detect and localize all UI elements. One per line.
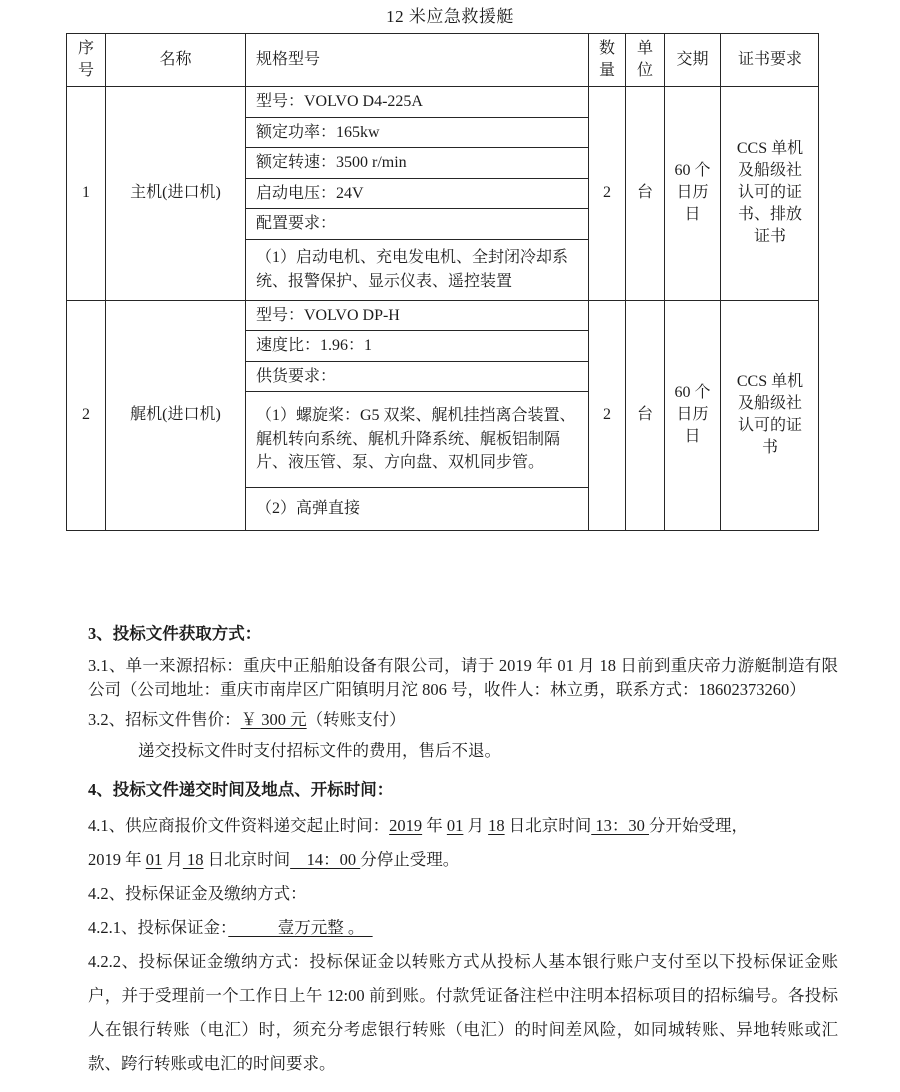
text-run: 分停止受理。 — [360, 849, 460, 869]
text-run: 4.2.1、投标保证金： — [88, 917, 229, 937]
document-page — [0, 6, 900, 1092]
cert-cell: CCS 单机及船级社认可的证书 — [736, 373, 804, 457]
spec-sub-row: 额定转速：3500 r/min — [246, 148, 588, 179]
unit-cell: 台 — [626, 301, 665, 531]
header-cell-name: 名称 — [106, 34, 246, 86]
spec-table — [66, 33, 819, 531]
delivery-cell: 60 个日历日 — [665, 301, 721, 531]
text-run: 递交投标文件时支付招标文件的费用，售后不退。 — [138, 740, 501, 760]
item-name-cell: 主机(进口机) — [106, 87, 246, 300]
text-run: 年 — [422, 815, 447, 835]
header-cell-no: 序号 — [67, 34, 106, 86]
table-row — [67, 300, 818, 531]
page-title: 12 米应急救援艇 — [386, 7, 514, 26]
text-run: 4.2、投标保证金及缴纳方式： — [88, 883, 307, 903]
text-run: 3.1、单一来源招标：重庆中正船舶设备有限公司，请于 2019 年 01 月 18 日前到重庆帝力游艇制造有限公司（公司地址：重庆市南岸区广阳镇明月沱 806 号，收件人：林立勇，联系方式：18602373260） — [88, 656, 838, 699]
spec-sub-row: 启动电压：24V — [246, 179, 588, 210]
para-4-2-1 — [88, 911, 838, 945]
text-run: 月 — [162, 849, 183, 869]
underlined-text: ￥ 300 元 — [240, 710, 307, 729]
item-name-cell: 艉机(进口机) — [106, 301, 246, 531]
para-4-2 — [88, 877, 838, 911]
text-run: 4.1、供应商报价文件资料递交起止时间： — [88, 815, 390, 835]
cert-cell: CCS 单机及船级社认可的证书、排放证书 — [736, 140, 804, 246]
header-cell-spec: 规格型号 — [246, 34, 589, 86]
qty-cell: 2 — [589, 301, 626, 531]
para-3-2 — [88, 708, 838, 732]
para-4-2-2 — [88, 945, 838, 1081]
text-run: 分开始受理， — [649, 815, 748, 835]
para-4-1 — [88, 809, 838, 877]
text-run: 4.2.2、投标保证金缴纳方式：投标保证金以转账方式从投标人基本银行账户支付至以下投标保证金账户，并于受理前一个工作日上午 12:00 前到账。付款凭证备注栏中注明本招标项目的招标编号。各投标人在银行转账（电汇）时，须充分考虑银行转账（电汇）的时间差风险，如同城转账、异地转账或汇款、跨行转账或电汇的时间要求。 — [88, 951, 838, 1073]
spec-sub-row: 速度比：1.96：1 — [246, 331, 588, 362]
header-cell-delivery: 交期 — [665, 34, 721, 86]
para-3-1 — [88, 654, 838, 701]
underlined-text: 13：30 — [591, 815, 649, 835]
qty-cell: 2 — [589, 87, 626, 300]
underlined-text: 14：00 — [290, 849, 361, 869]
text-run: 4、投标文件递交时间及地点、开标时间： — [88, 779, 394, 799]
text-run: 月 — [463, 815, 489, 835]
spec-sub-row: （2）高弹直接 — [256, 500, 361, 518]
header-cell-cert: 证书要求 — [737, 51, 802, 68]
spec-list-cell — [246, 87, 589, 300]
underlined-text: 01 — [446, 815, 464, 835]
text-run: （转账支付） — [306, 710, 406, 729]
underlined-text: 2019 — [389, 815, 423, 835]
text-run: 3、投标文件获取方式： — [88, 624, 262, 643]
body-sections — [88, 621, 838, 1081]
spec-sub-row: （1）启动电机、充电发电机、全封闭冷却系统、报警保护、显示仪表、遥控装置 — [256, 249, 569, 290]
row-number-cell: 1 — [67, 87, 106, 300]
underlined-text: 壹万元整 。 — [228, 917, 373, 937]
spec-sub-row: 额定功率：165kw — [246, 118, 588, 149]
table-row — [67, 86, 818, 300]
unit-cell: 台 — [626, 87, 665, 300]
text-run: 2019 年 — [88, 849, 146, 869]
spec-list-cell — [246, 301, 589, 531]
text-run: 日北京时间 — [504, 815, 592, 835]
underlined-text: 01 — [145, 849, 163, 869]
underlined-text: 18 — [488, 815, 505, 835]
spec-sub-row: （1）螺旋桨：G5 双桨、艉机挂挡离合装置、艉机转向系统、艉机升降系统、艉板铝制隔片、液压管、泵、方向盘、双机同步管。 — [246, 392, 588, 488]
spec-sub-row: 配置要求： — [246, 209, 588, 240]
header-cell-unit: 单位 — [626, 34, 665, 86]
text-run: 3.2、招标文件售价： — [88, 710, 241, 729]
spec-sub-row: 型号：VOLVO DP-H — [246, 301, 588, 332]
delivery-cell: 60 个日历日 — [665, 87, 721, 300]
row-number-cell: 2 — [67, 301, 106, 531]
section-4-heading — [88, 777, 838, 803]
section-3-heading — [88, 621, 838, 647]
para-3-2-note — [88, 739, 838, 763]
table-header-row — [67, 34, 818, 86]
underlined-text: 18 — [182, 849, 204, 869]
text-run: 日北京时间 — [203, 849, 291, 869]
spec-sub-row: 型号：VOLVO D4-225A — [246, 87, 588, 118]
spec-sub-row: 供货要求： — [246, 362, 588, 393]
header-cell-qty: 数量 — [589, 34, 626, 86]
